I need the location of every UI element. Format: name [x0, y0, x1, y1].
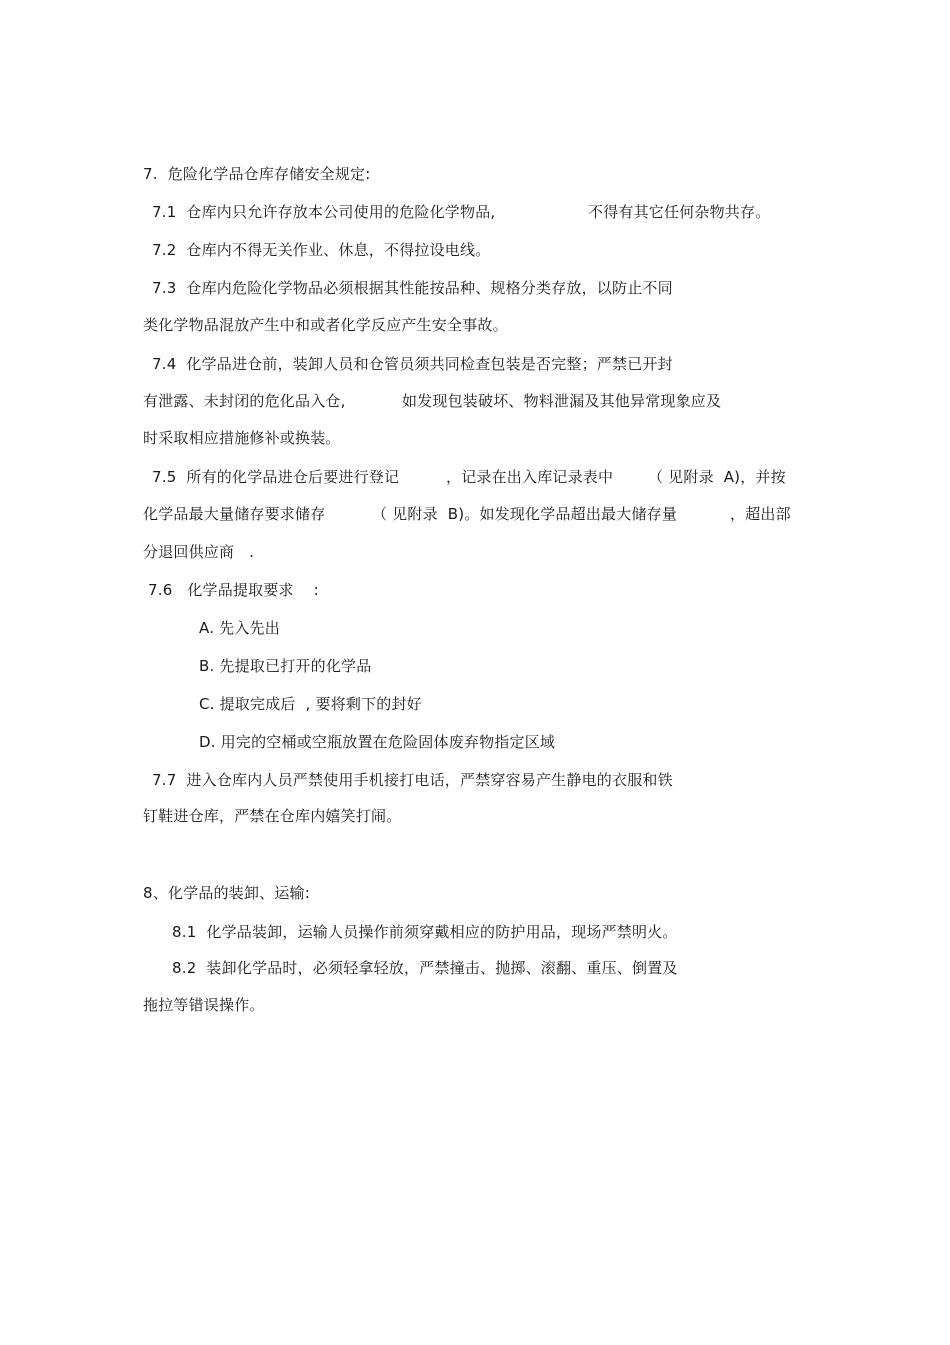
item-7-5-line-3: 分退回供应商 . [143, 543, 255, 561]
item-7-5-line-1c: （ 见附录 A)，并按 [648, 468, 786, 486]
item-7-5-line-2a: 化学品最大量储存要求储存 [143, 505, 326, 523]
item-7-4-line-2a: 有泄露、未封闭的危化品入仓, [143, 392, 346, 410]
item-7-1-text: 7.1 仓库内只允许存放本公司使用的危险化学物品, [152, 203, 496, 221]
item-7-5-line-2c: ，超出部 [730, 505, 791, 523]
item-7-3-line-1: 7.3 仓库内危险化学物品必须根据其性能按品种、规格分类存放，以防止不同 [152, 279, 673, 297]
item-7-6-option-c: C. 提取完成后 , 要将剩下的封好 [199, 695, 422, 713]
item-7-4-line-3: 时采取相应措施修补或换装。 [143, 429, 341, 447]
item-8-2-line-2: 拖拉等错误操作。 [143, 996, 265, 1014]
item-7-5-line-2b: （ 见附录 B)。如发现化学品超出最大储存量 [372, 505, 678, 523]
item-7-7-line-2: 钉鞋进仓库，严禁在仓库内嬉笑打闹。 [143, 807, 402, 825]
item-7-6-option-d: D. 用完的空桶或空瓶放置在危险固体废弃物指定区域 [199, 733, 556, 751]
section-7-heading: 7. 危险化学品仓库存储安全规定: [143, 165, 371, 183]
item-7-7-line-1: 7.7 进入仓库内人员严禁使用手机接打电话，严禁穿容易产生静电的衣服和铁 [152, 771, 673, 789]
item-7-6-option-b: B. 先提取已打开的化学品 [199, 657, 372, 675]
item-7-5-line-1a: 7.5 所有的化学品进仓后要进行登记 [152, 468, 400, 486]
section-8-heading: 8、化学品的装卸、运输: [143, 884, 310, 902]
item-7-1-text-continued: 不得有其它任何杂物共存。 [588, 203, 771, 221]
item-7-3-line-2: 类化学物品混放产生中和或者化学反应产生安全事故。 [143, 316, 508, 334]
item-7-5-line-1b: ，记录在出入库记录表中 [446, 468, 614, 486]
item-7-4-line-1: 7.4 化学品进仓前，装卸人员和仓管员须共同检查包装是否完整；严禁已开封 [152, 355, 673, 373]
item-8-1-text: 8.1 化学品装卸，运输人员操作前须穿戴相应的防护用品，现场严禁明火。 [172, 923, 678, 941]
item-7-6-option-a: A. 先入先出 [199, 619, 280, 637]
item-7-2-text: 7.2 仓库内不得无关作业、休息，不得拉设电线。 [152, 241, 491, 259]
item-7-6-heading: 7.6 化学品提取要求 : [148, 581, 319, 599]
item-8-2-line-1: 8.2 装卸化学品时，必须轻拿轻放，严禁撞击、抛掷、滚翻、重压、倒置及 [172, 959, 678, 977]
item-7-4-line-2b: 如发现包装破坏、物料泄漏及其他异常现象应及 [402, 392, 722, 410]
